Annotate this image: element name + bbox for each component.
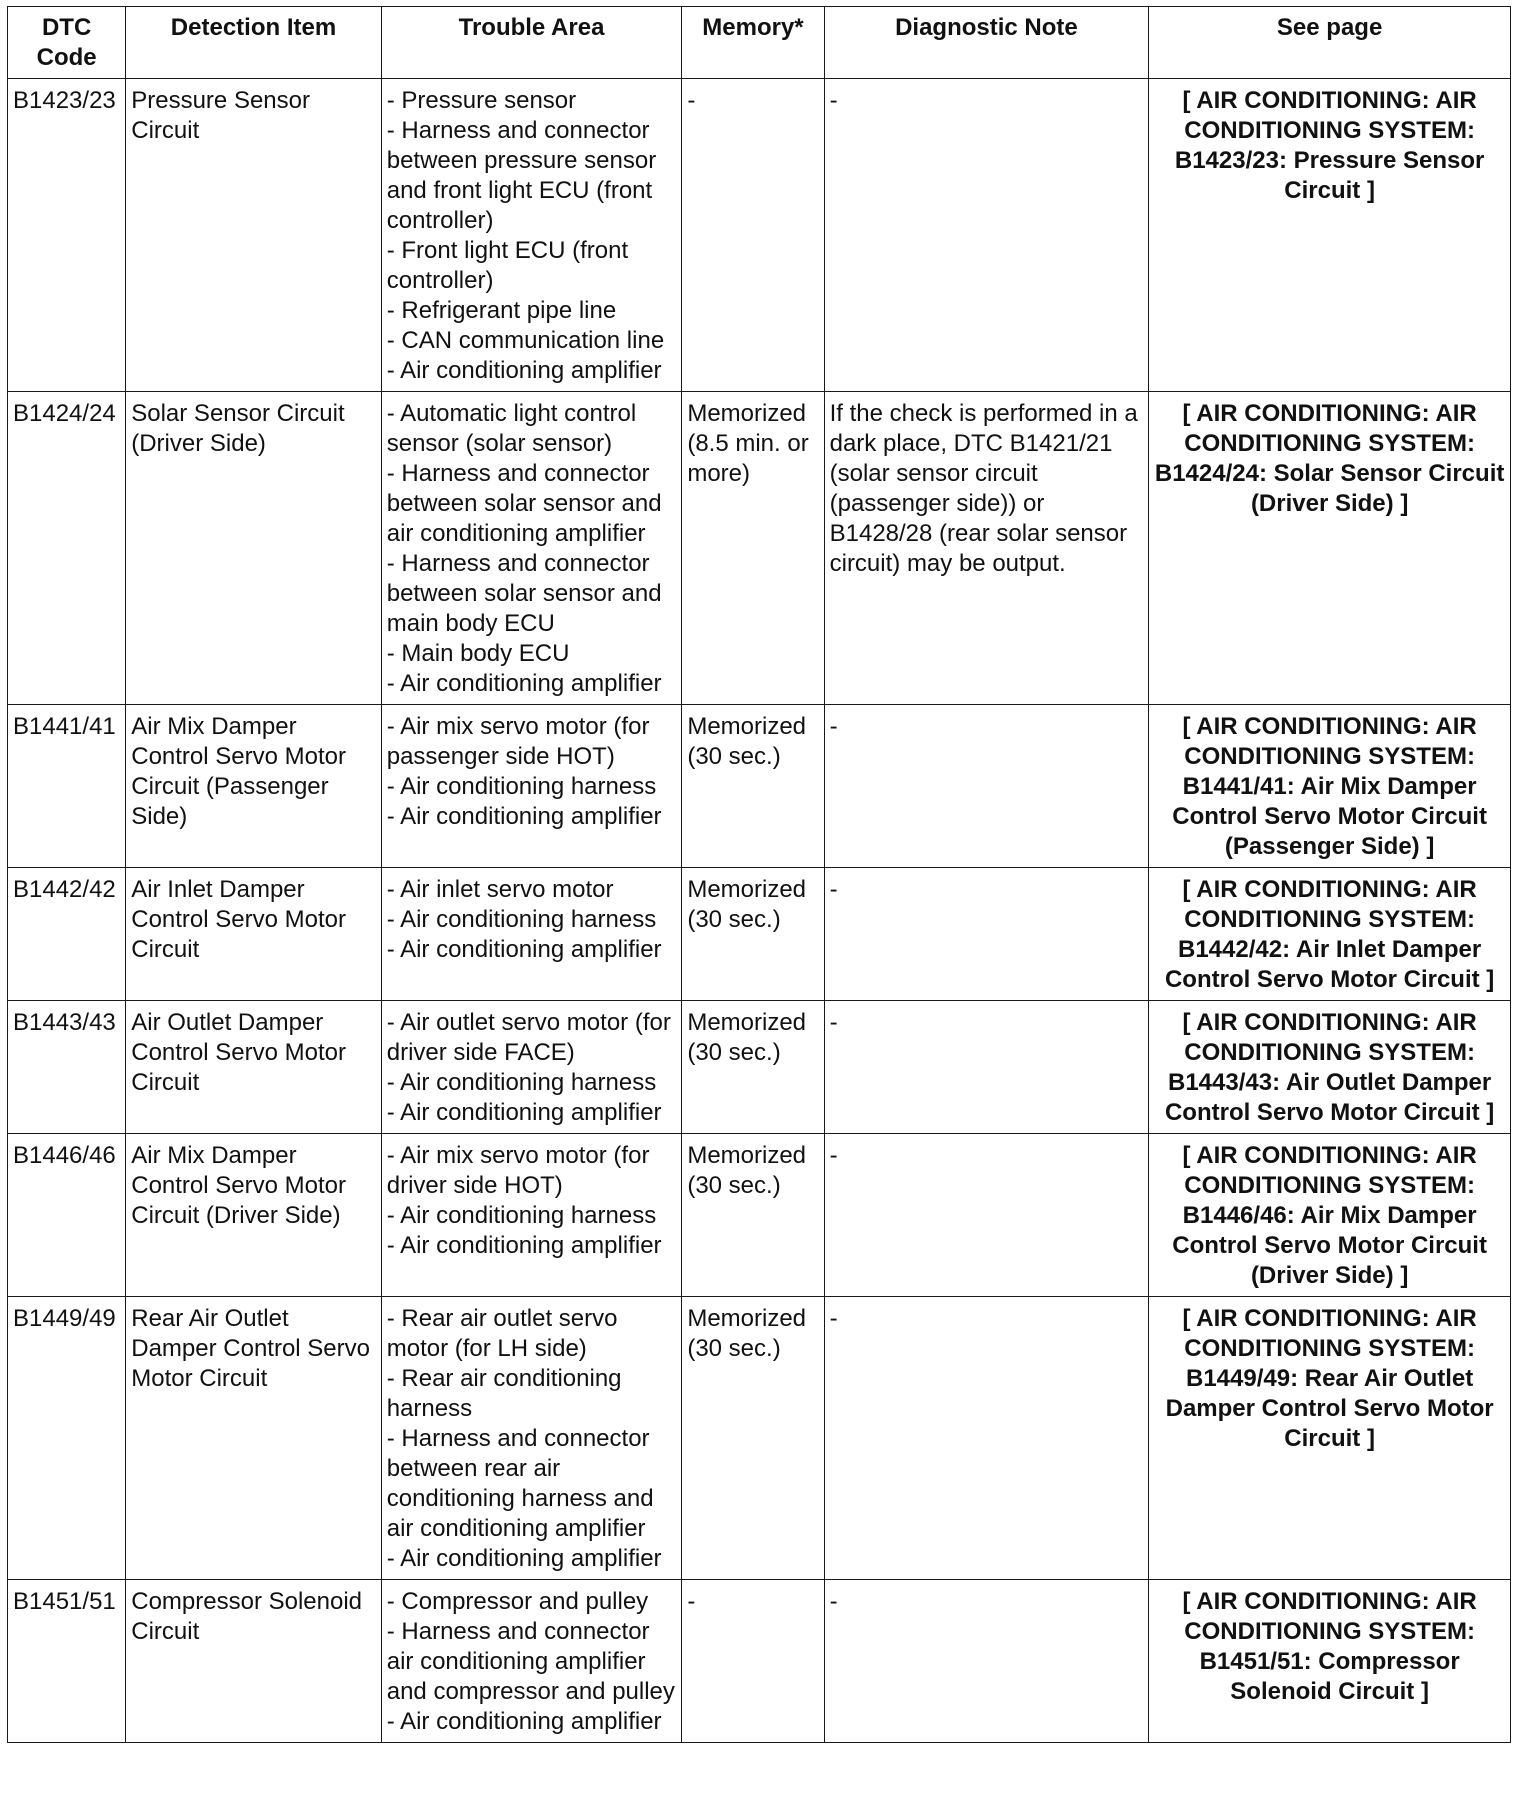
trouble-area-line: - Air conditioning harness bbox=[386, 906, 657, 933]
diagnostic-note-cell: - bbox=[824, 705, 1149, 868]
table-row bbox=[8, 1001, 1511, 1134]
see-page-link: [ AIR CONDITIONING: AIR CONDITIONING SYSTEM: B1424/24: Solar Sensor Circuit (Driver Side) ] bbox=[1149, 392, 1511, 705]
trouble-area-line: - Pressure sensor bbox=[386, 87, 577, 114]
trouble-area-line: - Air conditioning amplifier bbox=[386, 1232, 662, 1259]
trouble-area-line: - Main body ECU bbox=[386, 640, 570, 667]
trouble-area-line: - Air conditioning amplifier bbox=[386, 803, 662, 830]
memory-cell: Memorized (30 sec.) bbox=[682, 868, 824, 1001]
table-row bbox=[8, 1134, 1511, 1297]
see-page-link: [ AIR CONDITIONING: AIR CONDITIONING SYSTEM: B1451/51: Compressor Solenoid Circuit ] bbox=[1149, 1580, 1511, 1743]
trouble-area-line: - Air conditioning harness bbox=[386, 1069, 657, 1096]
trouble-area-line: - Harness and connector between pressure sensor and front light ECU (front controller) bbox=[386, 117, 657, 234]
dtc-code-cell: B1446/46 bbox=[8, 1134, 126, 1297]
trouble-area-cell bbox=[381, 868, 682, 1001]
trouble-area-cell bbox=[381, 1580, 682, 1743]
trouble-area-line: - Rear air conditioning harness bbox=[386, 1365, 622, 1422]
trouble-area-line: - Harness and connector between solar sensor and main body ECU bbox=[386, 550, 662, 637]
memory-cell: Memorized (8.5 min. or more) bbox=[682, 392, 824, 705]
header-row bbox=[8, 7, 1511, 79]
header-trouble-area: Trouble Area bbox=[381, 7, 682, 79]
trouble-area-line: - Harness and connector air conditioning amplifier and compressor and pulley bbox=[386, 1618, 675, 1705]
trouble-area-line: - Air mix servo motor (for driver side HOT) bbox=[386, 1142, 650, 1199]
detection-item-cell: Pressure Sensor Circuit bbox=[126, 79, 382, 392]
memory-cell: - bbox=[682, 1580, 824, 1743]
see-page-link: [ AIR CONDITIONING: AIR CONDITIONING SYSTEM: B1423/23: Pressure Sensor Circuit ] bbox=[1149, 79, 1511, 392]
memory-cell: Memorized (30 sec.) bbox=[682, 1297, 824, 1580]
trouble-area-line: - Air conditioning amplifier bbox=[386, 670, 662, 697]
diagnostic-note-cell: - bbox=[824, 868, 1149, 1001]
detection-item-cell: Air Inlet Damper Control Servo Motor Circuit bbox=[126, 868, 382, 1001]
trouble-area-line: - Air conditioning amplifier bbox=[386, 1708, 662, 1735]
trouble-area-line: - Air mix servo motor (for passenger side HOT) bbox=[386, 713, 650, 770]
dtc-code-cell: B1441/41 bbox=[8, 705, 126, 868]
header-memory: Memory* bbox=[682, 7, 824, 79]
dtc-code-cell: B1424/24 bbox=[8, 392, 126, 705]
header-dtc-code: DTC Code bbox=[8, 7, 126, 79]
see-page-link: [ AIR CONDITIONING: AIR CONDITIONING SYSTEM: B1442/42: Air Inlet Damper Control Servo Motor Circuit ] bbox=[1149, 868, 1511, 1001]
diagnostic-note-cell: If the check is performed in a dark place, DTC B1421/21 (solar sensor circuit (passenger side)) or B1428/28 (rear solar sensor circuit) may be output. bbox=[824, 392, 1149, 705]
diagnostic-note-cell: - bbox=[824, 79, 1149, 392]
header-diagnostic-note: Diagnostic Note bbox=[824, 7, 1149, 79]
trouble-area-line: - Air conditioning harness bbox=[386, 773, 657, 800]
diagnostic-note-cell: - bbox=[824, 1297, 1149, 1580]
memory-cell: Memorized (30 sec.) bbox=[682, 1001, 824, 1134]
detection-item-cell: Air Outlet Damper Control Servo Motor Circuit bbox=[126, 1001, 382, 1134]
table-row bbox=[8, 79, 1511, 392]
trouble-area-line: - Compressor and pulley bbox=[386, 1588, 649, 1615]
trouble-area-cell bbox=[381, 1001, 682, 1134]
table-row bbox=[8, 705, 1511, 868]
memory-cell: Memorized (30 sec.) bbox=[682, 1134, 824, 1297]
trouble-area-cell bbox=[381, 392, 682, 705]
trouble-area-line: - Air conditioning amplifier bbox=[386, 357, 662, 384]
detection-item-cell: Solar Sensor Circuit (Driver Side) bbox=[126, 392, 382, 705]
dtc-code-cell: B1451/51 bbox=[8, 1580, 126, 1743]
trouble-area-line: - Rear air outlet servo motor (for LH side) bbox=[386, 1305, 618, 1362]
trouble-area-line: - CAN communication line bbox=[386, 327, 665, 354]
trouble-area-line: - Harness and connector between rear air conditioning harness and air conditioning amplifier bbox=[386, 1425, 654, 1542]
dtc-code-cell: B1442/42 bbox=[8, 868, 126, 1001]
trouble-area-line: - Front light ECU (front controller) bbox=[386, 237, 629, 294]
table-row bbox=[8, 868, 1511, 1001]
detection-item-cell: Air Mix Damper Control Servo Motor Circuit (Passenger Side) bbox=[126, 705, 382, 868]
memory-cell: Memorized (30 sec.) bbox=[682, 705, 824, 868]
memory-cell: - bbox=[682, 79, 824, 392]
dtc-code-cell: B1443/43 bbox=[8, 1001, 126, 1134]
dtc-code-cell: B1423/23 bbox=[8, 79, 126, 392]
diagnostic-note-cell: - bbox=[824, 1134, 1149, 1297]
trouble-area-cell bbox=[381, 705, 682, 868]
see-page-link: [ AIR CONDITIONING: AIR CONDITIONING SYSTEM: B1449/49: Rear Air Outlet Damper Control Servo Motor Circuit ] bbox=[1149, 1297, 1511, 1580]
dtc-table bbox=[7, 6, 1511, 1743]
trouble-area-line: - Air inlet servo motor bbox=[386, 876, 614, 903]
dtc-code-cell: B1449/49 bbox=[8, 1297, 126, 1580]
trouble-area-line: - Refrigerant pipe line bbox=[386, 297, 617, 324]
table-row bbox=[8, 1297, 1511, 1580]
see-page-link: [ AIR CONDITIONING: AIR CONDITIONING SYSTEM: B1443/43: Air Outlet Damper Control Servo Motor Circuit ] bbox=[1149, 1001, 1511, 1134]
detection-item-cell: Air Mix Damper Control Servo Motor Circuit (Driver Side) bbox=[126, 1134, 382, 1297]
trouble-area-cell bbox=[381, 1297, 682, 1580]
diagnostic-note-cell: - bbox=[824, 1580, 1149, 1743]
trouble-area-line: - Air conditioning amplifier bbox=[386, 1545, 662, 1572]
header-detection-item: Detection Item bbox=[126, 7, 382, 79]
see-page-link: [ AIR CONDITIONING: AIR CONDITIONING SYSTEM: B1441/41: Air Mix Damper Control Servo Motor Circuit (Passenger Side) ] bbox=[1149, 705, 1511, 868]
header-see-page: See page bbox=[1149, 7, 1511, 79]
trouble-area-cell bbox=[381, 79, 682, 392]
trouble-area-line: - Air conditioning amplifier bbox=[386, 1099, 662, 1126]
detection-item-cell: Rear Air Outlet Damper Control Servo Motor Circuit bbox=[126, 1297, 382, 1580]
trouble-area-line: - Harness and connector between solar sensor and air conditioning amplifier bbox=[386, 460, 662, 547]
trouble-area-line: - Air conditioning harness bbox=[386, 1202, 657, 1229]
detection-item-cell: Compressor Solenoid Circuit bbox=[126, 1580, 382, 1743]
table-row bbox=[8, 1580, 1511, 1743]
trouble-area-line: - Air conditioning amplifier bbox=[386, 936, 662, 963]
trouble-area-cell bbox=[381, 1134, 682, 1297]
trouble-area-line: - Automatic light control sensor (solar sensor) bbox=[386, 400, 637, 457]
trouble-area-line: - Air outlet servo motor (for driver side FACE) bbox=[386, 1009, 671, 1066]
table-row bbox=[8, 392, 1511, 705]
diagnostic-note-cell: - bbox=[824, 1001, 1149, 1134]
see-page-link: [ AIR CONDITIONING: AIR CONDITIONING SYSTEM: B1446/46: Air Mix Damper Control Servo Motor Circuit (Driver Side) ] bbox=[1149, 1134, 1511, 1297]
